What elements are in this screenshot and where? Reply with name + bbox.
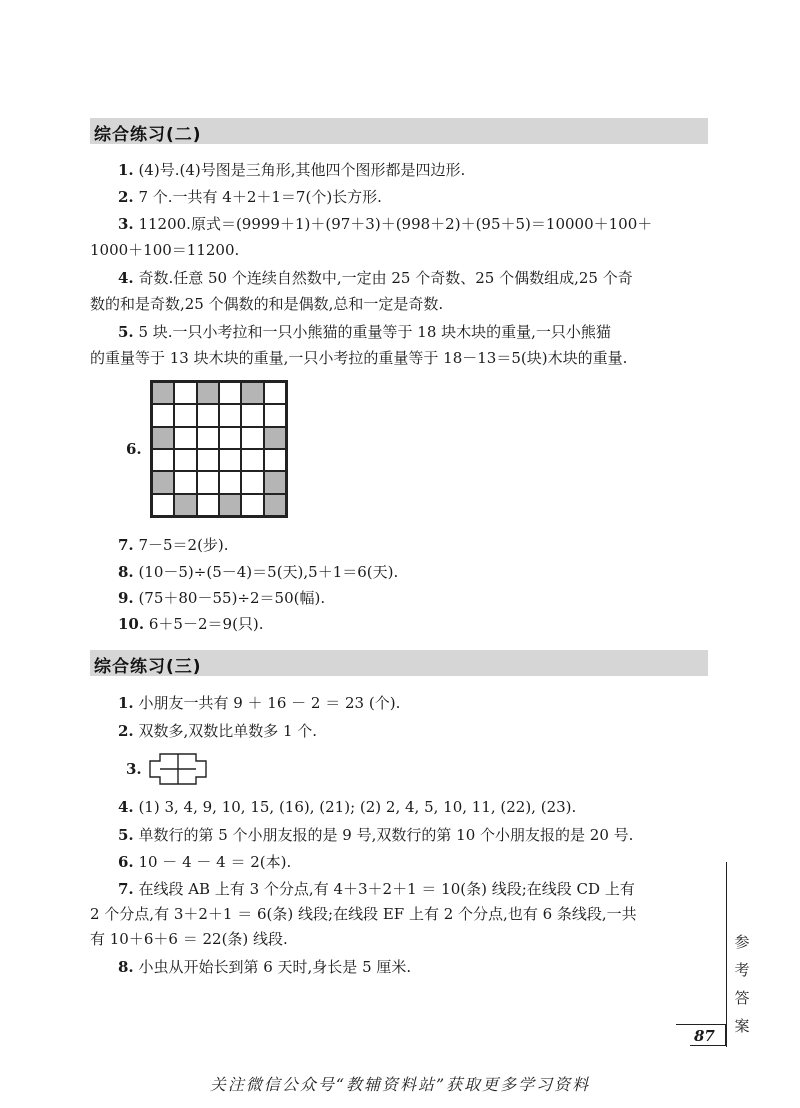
section-header-3: [90, 650, 708, 676]
answer-item: [90, 825, 738, 845]
grid-cell: [152, 449, 174, 471]
item-text: (10－5)÷(5－4)＝5(天),5＋1＝6(天).: [138, 563, 399, 581]
item-number: 1.: [118, 694, 134, 712]
shaded-cell: [152, 471, 174, 493]
item-continuation: 的重量等于 13 块木块的重量,一只小考拉的重量等于 18－13＝5(块)木块的重量.: [90, 349, 628, 367]
item-number: 3.: [118, 215, 134, 233]
grid-cell: [241, 404, 263, 426]
item-text: 在线段 AB 上有 3 个分点,有 4＋3＋2＋1 ＝ 10(条) 线段;在线段 CD 上有: [138, 880, 635, 898]
grid-cell: [219, 404, 241, 426]
shaded-cell: [152, 427, 174, 449]
answer-item: [90, 879, 738, 899]
item-number: 8.: [118, 563, 134, 581]
grid-cell: [197, 494, 219, 516]
item-number: 5.: [118, 826, 134, 844]
item-continuation: 1000＋100＝11200.: [90, 241, 240, 259]
item-text: 7 个.一共有 4＋2＋1＝7(个)长方形.: [138, 188, 382, 206]
item-number: 2.: [118, 722, 134, 740]
grid-cell: [241, 427, 263, 449]
item-number: 3.: [126, 760, 142, 778]
grid-cell: [197, 427, 219, 449]
grid-cell: [174, 427, 196, 449]
grid-cell: [197, 449, 219, 471]
item-text: 奇数.任意 50 个连续自然数中,一定由 25 个奇数、25 个偶数组成,25 个奇: [138, 269, 633, 287]
answer-item: [90, 214, 738, 234]
item-number: 10.: [118, 615, 145, 633]
item-number: 7.: [118, 880, 134, 898]
answer-item: [90, 535, 738, 555]
item-number: 5.: [118, 323, 134, 341]
item-text: 单数行的第 5 个小朋友报的是 9 号,双数行的第 10 个小朋友报的是 20 号.: [138, 826, 634, 844]
item-number: 4.: [118, 798, 134, 816]
answer-item: [90, 957, 738, 977]
grid-cell: [241, 471, 263, 493]
shaded-cell: [264, 494, 286, 516]
answer-item: [90, 268, 738, 288]
answer-item: [90, 797, 738, 817]
shaded-cell: [174, 494, 196, 516]
answer-item: [90, 322, 738, 342]
grid-cell: [197, 404, 219, 426]
side-tab-char: 答: [734, 989, 750, 1007]
answer-item: [90, 588, 738, 608]
grid-cell: [174, 449, 196, 471]
side-tab-char: 参: [734, 933, 750, 951]
section-title: 综合练习(二): [94, 125, 202, 145]
answer-item: [90, 721, 738, 741]
item-number: 8.: [118, 958, 134, 976]
shaded-cell: [241, 382, 263, 404]
section-header-2: [90, 118, 708, 144]
shaded-cell: [219, 494, 241, 516]
item-number: 2.: [118, 188, 134, 206]
item-continuation: 有 10＋6＋6 ＝ 22(条) 线段.: [90, 930, 288, 948]
shaded-cell: [152, 382, 174, 404]
item-number: 4.: [118, 269, 134, 287]
item-text: (4)号.(4)号图是三角形,其他四个图形都是四边形.: [138, 161, 466, 179]
answer-item: [90, 693, 738, 713]
item-text: 双数多,双数比单数多 1 个.: [138, 722, 318, 740]
cross-figure: [148, 752, 208, 786]
grid-cell: [174, 382, 196, 404]
answer-item: [90, 852, 738, 872]
item-number: 1.: [118, 161, 134, 179]
grid-cell: [219, 471, 241, 493]
side-tab-char: 考: [734, 961, 750, 979]
footer-note: 关注微信公众号“教辅资料站”获取更多学习资料: [209, 1075, 591, 1094]
grid-cell: [174, 404, 196, 426]
item-number: 7.: [118, 536, 134, 554]
grid-figure: [150, 380, 288, 518]
shaded-cell: [197, 382, 219, 404]
shaded-cell: [264, 471, 286, 493]
grid-cell: [241, 494, 263, 516]
shaded-cell: [264, 427, 286, 449]
item-text: 10 － 4 － 4 ＝ 2(本).: [138, 853, 292, 871]
answer-item: [90, 562, 738, 582]
grid-cell: [264, 449, 286, 471]
side-tab: [727, 928, 757, 1040]
item-text: 7－5＝2(步).: [138, 536, 229, 554]
item-text: 小朋友一共有 9 ＋ 16 － 2 ＝ 23 (个).: [138, 694, 401, 712]
grid-cell: [197, 471, 219, 493]
grid-cell: [219, 427, 241, 449]
grid-cell: [152, 494, 174, 516]
item-text: 6＋5－2＝9(只).: [148, 615, 264, 633]
item-number: 9.: [118, 589, 134, 607]
item-text: (1) 3, 4, 9, 10, 15, (16), (21); (2) 2, 4, 5, 10, 11, (22), (23).: [138, 798, 577, 816]
item-number: 6.: [126, 440, 142, 458]
answer-item: [90, 614, 738, 634]
page-number: 87: [694, 1027, 715, 1045]
grid-cell: [174, 471, 196, 493]
item-text: 小虫从开始长到第 6 天时,身长是 5 厘米.: [138, 958, 412, 976]
answer-item: [90, 187, 738, 207]
grid-cell: [152, 404, 174, 426]
item-text: 11200.原式＝(9999＋1)＋(97＋3)＋(998＋2)＋(95＋5)＝10000＋100＋: [138, 215, 653, 233]
item-continuation: 数的和是奇数,25 个偶数的和是偶数,总和一定是奇数.: [90, 295, 444, 313]
grid-cell: [264, 382, 286, 404]
side-tab-char: 案: [734, 1017, 750, 1035]
grid-cell: [241, 449, 263, 471]
item-text: 5 块.一只小考拉和一只小熊猫的重量等于 18 块木块的重量,一只小熊猫: [138, 323, 611, 341]
grid-cell: [219, 449, 241, 471]
answer-item: [90, 160, 738, 180]
item-text: (75＋80－55)÷2＝50(幅).: [138, 589, 326, 607]
grid-cell: [264, 404, 286, 426]
item-number: 6.: [118, 853, 134, 871]
item-continuation: 2 个分点,有 3＋2＋1 ＝ 6(条) 线段;在线段 EF 上有 2 个分点,也有 6 条线段,一共: [90, 905, 637, 923]
grid-cell: [219, 382, 241, 404]
section-title: 综合练习(三): [94, 657, 202, 677]
